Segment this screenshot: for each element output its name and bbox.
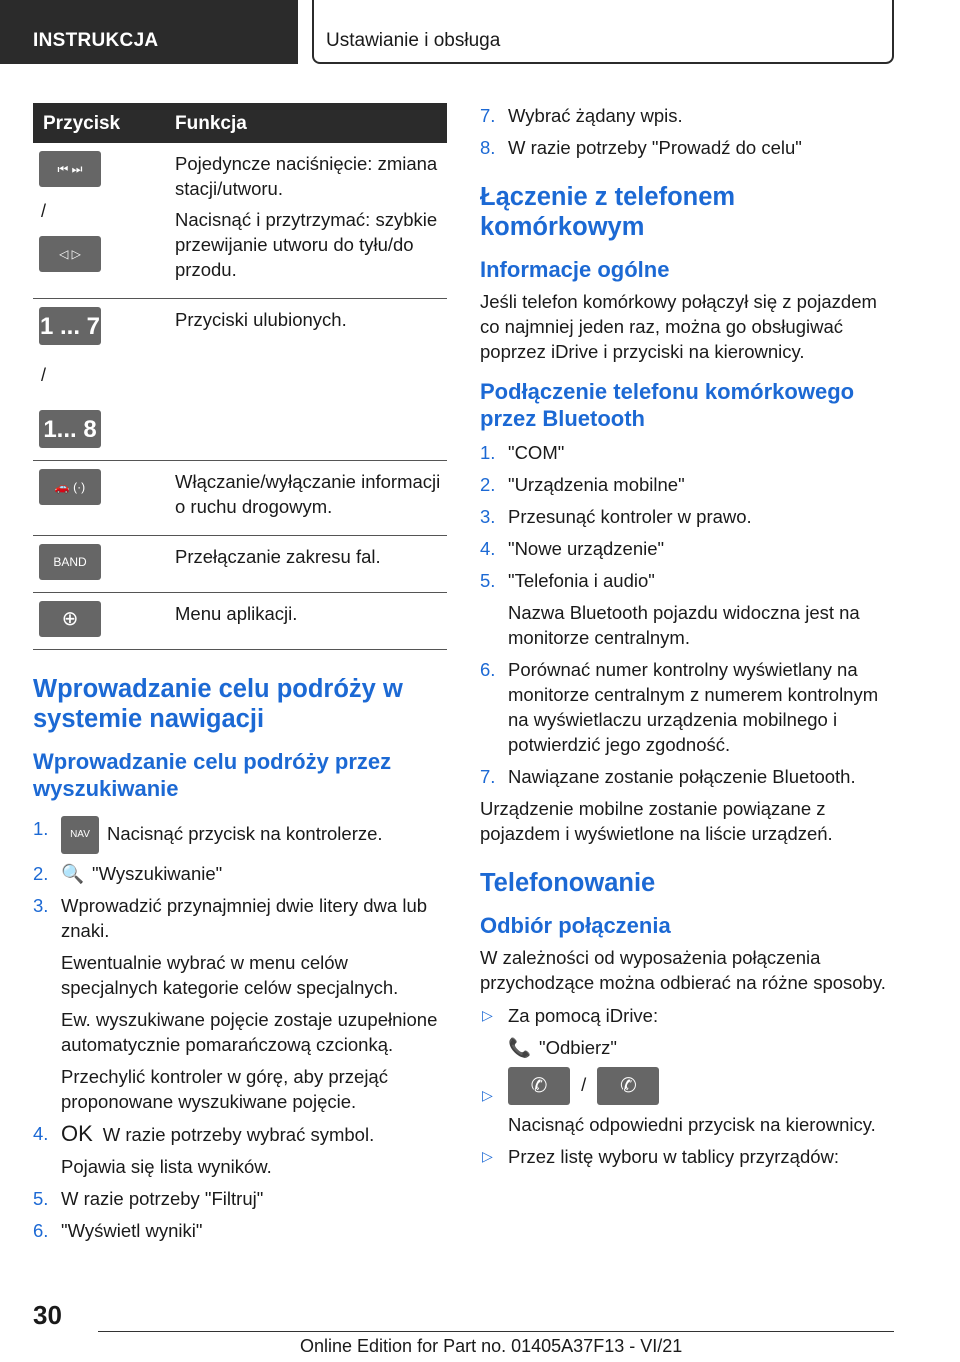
step-text: "Telefonia i audio" [508,570,655,591]
page-header [0,0,960,66]
list-item [480,1067,900,1137]
band-icon: BAND [39,544,101,580]
step-text: Wybrać żądany wpis. [508,105,683,126]
footer-divider [98,1331,894,1332]
table-row [33,461,447,536]
list-item [480,440,900,465]
triangle-bullet-icon: ▷ [482,1148,493,1164]
step-number: 2. [33,863,49,884]
section-tab [0,0,298,64]
step-note: Pojawia się lista wyników. [61,1156,272,1177]
function-text: Włączanie/wyłączanie informacji o ruchu drogowym. [175,471,441,517]
table-row [33,536,447,593]
list-item [480,135,900,160]
list-item [480,472,900,497]
function-text: Przyciski ulubionych. [175,309,347,330]
step-text: "Wyszukiwanie" [92,863,223,884]
section-heading-phone: Łączenie z telefonem komórkowym [480,183,736,241]
step-number: 8. [480,137,496,158]
step-number: 1. [480,442,496,463]
list-item [33,816,447,854]
edition-label: Online Edition for Part no. 01405A37F13 - VI/21 [300,1336,683,1356]
table-row [33,143,447,299]
triangle-bullet-icon: ▷ [482,1007,493,1023]
list-item [33,1218,447,1243]
step-text: Wprowadzić przynajmniej dwie litery dwa lub znaki. [61,895,428,941]
traffic-info-icon: 🚗 (·) [39,469,101,505]
left-column [33,103,447,1250]
separator: / [41,365,47,385]
step-note: Przechylić kontroler w górę, aby przejąć proponowane wyszukiwane pojęcie. [61,1066,388,1112]
step-number: 3. [480,506,496,527]
chapter-tab [312,0,894,64]
paragraph-general: Jeśli telefon komórkowy połączył się z pojazdem co najmniej jeden raz, można go obsługiwać poprzez iDrive i przyciski na kierownicy. [480,291,877,362]
page-number: 30 [33,1300,62,1330]
step-text: W razie potrzeby wybrać symbol. [102,1124,375,1145]
right-column [480,103,900,1176]
subheading-receive-call: Odbiór połączenia [480,913,671,938]
bluetooth-steps [480,440,900,789]
list-item [480,657,900,757]
step-number: 5. [33,1188,49,1209]
table-row [33,299,447,461]
button-function-table [33,103,447,650]
step-number: 3. [33,895,49,916]
function-text: Menu aplikacji. [175,603,298,624]
step-text: Porównać numer kontrolny wyświetlany na monitorze centralnym z numerem kontrolnym na wyświetlaczu urządzenia mobilnego i potwierdzić jego zgodność. [508,659,879,755]
section-heading-navigation: Wprowadzanie celu podróży w systemie nawigacji [33,675,403,733]
bullet-subtext: Nacisnąć odpowiedni przycisk na kierownicy. [508,1114,876,1135]
paragraph-bluetooth-result: Urządzenie mobilne zostanie powiązane z pojazdem i wyświetlone na liście urządzeń. [480,798,833,844]
ok-symbol-icon: OK [61,1121,93,1146]
step-number: 7. [480,766,496,787]
step-text: "Wyświetl wyniki" [61,1220,203,1241]
favorites-1-7-icon: 1 ... 7 [39,307,101,345]
table-header-button: Przycisk [33,103,165,143]
step-text: W razie potrzeby "Filtruj" [61,1188,264,1209]
chapter-label: Ustawianie i obsługa [326,30,501,51]
search-steps-continued [480,103,900,160]
separator: / [581,1073,587,1095]
step-number: 2. [480,474,496,495]
step-number: 4. [33,1123,49,1144]
list-item [33,893,447,1114]
skip-buttons-icon: ⏮ ⏭ [39,151,101,187]
search-icon: 🔍 [61,863,85,884]
separator: / [41,201,47,221]
step-number: 7. [480,105,496,126]
subheading-search: Wprowadzanie celu podróży przez wyszukiwanie [33,749,392,801]
section-heading-calling: Telefonowanie [480,869,656,897]
step-text: Nawiązane zostanie połączenie Bluetooth. [508,766,856,787]
step-text: Nacisnąć przycisk na kontrolerze. [107,822,383,844]
table-row [33,593,447,650]
function-text: Pojedyncze naciśnięcie: zmiana stacji/utworu. [175,153,438,199]
step-number: 6. [480,659,496,680]
apps-menu-icon: ⊕ [39,601,101,637]
step-text: "Nowe urządzenie" [508,538,665,559]
phone-handset-icon: 📞 [508,1037,532,1058]
triangle-bullet-icon: ▷ [482,1087,493,1103]
list-item [480,568,900,650]
step-text: W razie potrzeby "Prowadź do celu" [508,137,802,158]
list-item [480,504,900,529]
list-item [480,103,900,128]
nav-button-icon: NAV [61,816,99,854]
bullet-subtext: "Odbierz" [539,1037,617,1058]
search-steps [33,816,447,1243]
function-text: Nacisnąć i przytrzymać: szybkie przewijanie utworu do tyłu/do przodu. [175,209,438,280]
receive-methods [480,1003,900,1169]
step-number: 4. [480,538,496,559]
table-header-function: Funkcja [165,103,447,143]
list-item [480,1144,900,1169]
step-number: 5. [480,570,496,591]
arrow-buttons-icon: ◁ ▷ [39,236,101,272]
list-item [33,1186,447,1211]
step-note: Ewentualnie wybrać w menu celów specjalnych kategorie celów specjalnych. [61,952,399,998]
section-label: INSTRUKCJA [33,30,159,51]
paragraph-receive-call: W zależności od wyposażenia połączenia przychodzące można odbierać na różne sposoby. [480,947,886,993]
list-item [33,861,447,886]
step-note: Ew. wyszukiwane pojęcie zostaje uzupełnione automatycznie pomarańczową czcionką. [61,1009,438,1055]
list-item [480,536,900,561]
bullet-text: Za pomocą iDrive: [508,1005,659,1026]
list-item [480,1003,900,1060]
step-number: 6. [33,1220,49,1241]
function-text: Przełączanie zakresu fal. [175,546,381,567]
favorites-1-8-icon: 1... 8 [39,410,101,448]
step-number: 1. [33,818,49,839]
step-text: "COM" [508,442,565,463]
subheading-bluetooth: Podłączenie telefonu komórkowego przez Bluetooth [480,379,855,431]
step-note: Nazwa Bluetooth pojazdu widoczna jest na monitorze centralnym. [508,602,860,648]
step-text: Przesunąć kontroler w prawo. [508,506,752,527]
step-text: "Urządzenia mobilne" [508,474,685,495]
subheading-general: Informacje ogólne [480,257,670,282]
accept-call-button-icon: ✆ [508,1067,570,1105]
call-button-icon: ✆ [597,1067,659,1105]
bullet-text: Przez listę wyboru w tablicy przyrządów: [508,1146,840,1167]
list-item [33,1121,447,1179]
list-item [480,764,900,789]
